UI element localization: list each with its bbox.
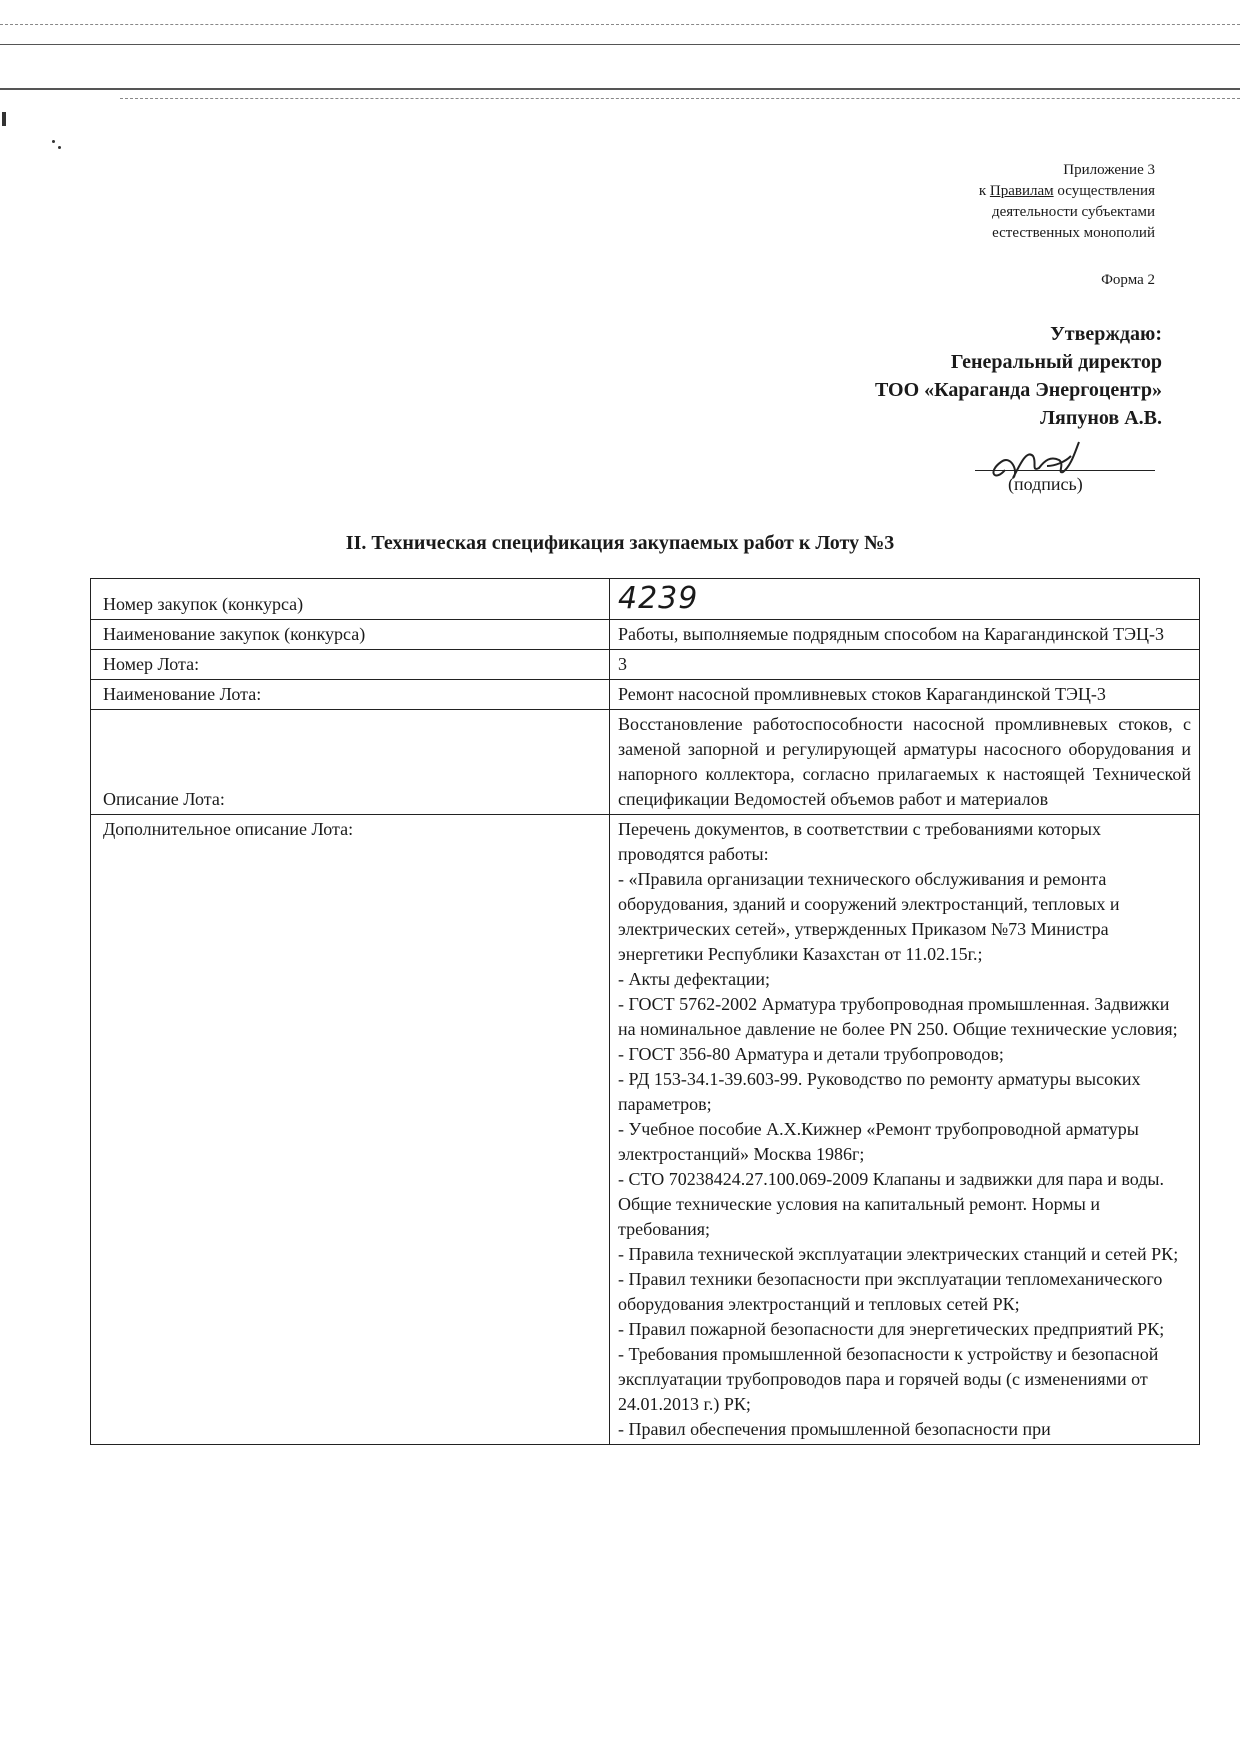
list-item: - «Правила организации технического обслуживания и ремонта оборудования, зданий и сооружений электростанций, тепловых и электрических сетей», утвержденных Приказом №73 Министра энергетики Республики Казахстан от 11.02.15г.; [618, 869, 1120, 964]
approval-title: Утверждаю: [1050, 323, 1162, 345]
row-label-procurement-name: Наименование закупок (конкурса) [91, 620, 610, 650]
appendix-line: Приложение 3 [1063, 162, 1155, 178]
row-value-procurement-name: Работы, выполняемые подрядным способом на Карагандинской ТЭЦ-3 [610, 620, 1200, 650]
form-label: Форма 2 [1101, 272, 1155, 288]
appendix-line [979, 181, 1155, 202]
approval-position: Генеральный директор [950, 351, 1162, 373]
table-row [91, 620, 1200, 650]
row-value-additional-description [610, 815, 1200, 1445]
signature-caption: (подпись) [1008, 474, 1083, 494]
documents-intro: Перечень документов, в соответствии с требованиями которых проводятся работы: [618, 819, 1102, 864]
table-row [91, 680, 1200, 710]
row-label-lot-description: Описание Лота: [91, 710, 610, 815]
table-row [91, 710, 1200, 815]
row-value-lot-name: Ремонт насосной промливневых стоков Карагандинской ТЭЦ-3 [610, 680, 1200, 710]
row-value-procurement-number [610, 579, 1200, 620]
documents-list [618, 867, 1191, 1442]
list-item: - Правил техники безопасности при эксплуатации тепломеханического оборудования электростанций и тепловых сетей РК; [618, 1269, 1163, 1314]
row-label-additional-description: Дополнительное описание Лота: [91, 815, 610, 1445]
scan-line-header-3 [120, 98, 1240, 99]
row-label-procurement-number: Номер закупок (конкурса) [91, 579, 610, 620]
approval-company: ТОО «Караганда Энергоцентр» [874, 379, 1162, 401]
list-item: - Правил пожарной безопасности для энергетических предприятий РК; [618, 1319, 1165, 1339]
appendix-line: естественных монополий [992, 225, 1155, 241]
approval-name: Ляпунов А.В. [1040, 407, 1162, 429]
row-value-lot-description: Восстановление работоспособности насосной промливневых стоков, с заменой запорной и регулирующей арматуры насосного оборудования и напорного коллектора, согласно прилагаемых к настоящей Технической спецификации Ведомостей объемов работ и материалов [610, 710, 1200, 815]
appendix-reference [979, 160, 1155, 244]
list-item: - Акты дефектации; [618, 969, 770, 989]
approval-block [875, 320, 1162, 432]
list-item: - ГОСТ 356-80 Арматура и детали трубопроводов; [618, 1044, 1004, 1064]
list-item: - Правила технической эксплуатации электрических станций и сетей РК; [618, 1244, 1179, 1264]
row-value-lot-number: 3 [610, 650, 1200, 680]
scan-line-top [0, 24, 1240, 25]
document-title: II. Техническая спецификация закупаемых работ к Лоту №3 [345, 532, 895, 554]
scan-speck [58, 146, 61, 149]
rules-link[interactable]: Правилам [989, 183, 1054, 199]
appendix-line: деятельности субъектами [991, 204, 1155, 220]
appendix-suffix: осуществления [1053, 183, 1155, 199]
row-label-lot-number: Номер Лота: [91, 650, 610, 680]
procurement-number-handwritten: 4239 [618, 581, 699, 616]
table-row [91, 579, 1200, 620]
appendix-prefix: к [978, 183, 990, 199]
scan-speck [52, 140, 55, 143]
scan-speck [2, 112, 6, 126]
specification-table [90, 578, 1200, 1445]
table-row [91, 650, 1200, 680]
table-row [91, 815, 1200, 1445]
list-item: - Требования промышленной безопасности к устройству и безопасной эксплуатации трубопроводов пара и горячей воды (с изменениями от 24.01.2013 г.) РК; [618, 1344, 1159, 1414]
list-item: - СТО 70238424.27.100.069-2009 Клапаны и задвижки для пара и воды. Общие технические условия на капитальный ремонт. Нормы и требования; [618, 1169, 1164, 1239]
scan-line-header-2 [0, 88, 1240, 90]
row-label-lot-name: Наименование Лота: [91, 680, 610, 710]
scan-line-header [0, 44, 1240, 45]
list-item: - Правил обеспечения промышленной безопасности при [618, 1419, 1051, 1439]
list-item: - РД 153-34.1-39.603-99. Руководство по ремонту арматуры высоких параметров; [618, 1069, 1141, 1114]
signature-line [975, 470, 1155, 471]
list-item: - Учебное пособие А.Х.Кижнер «Ремонт трубопроводной арматуры электростанций» Москва 1986г; [618, 1119, 1139, 1164]
list-item: - ГОСТ 5762-2002 Арматура трубопроводная промышленная. Задвижки на номинальное давление не более PN 250. Общие технические условия; [618, 994, 1178, 1039]
